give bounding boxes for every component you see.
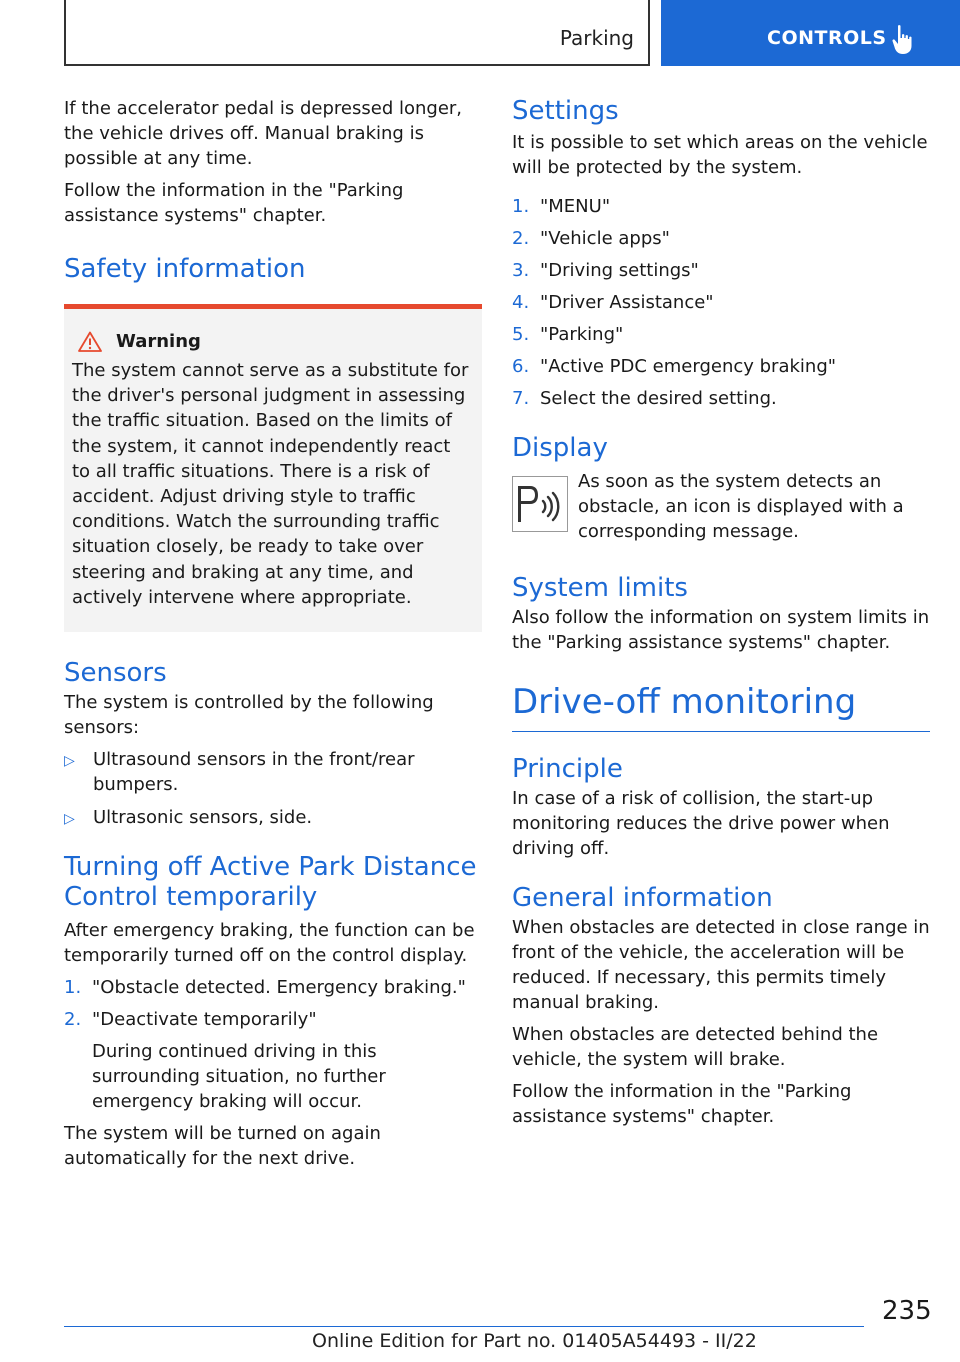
pointing-hand-icon	[891, 24, 921, 56]
list-item	[512, 290, 930, 315]
settings-steps	[512, 194, 930, 411]
warning-box	[64, 304, 482, 632]
step-number: 3.	[512, 260, 530, 281]
step-text: "Obstacle detected. Emergency braking."	[92, 977, 466, 999]
header-section-tab	[64, 0, 650, 66]
step-text: Select the desired setting.	[540, 388, 777, 409]
list-item	[64, 1007, 482, 1032]
list-item	[512, 226, 930, 251]
limits-heading: System limits	[512, 573, 688, 603]
header-chapter-tab	[661, 0, 960, 66]
settings-intro: It is possible to set which areas on the vehicle will be protected by the system.	[512, 132, 928, 178]
principle-heading: Principle	[512, 754, 623, 784]
warning-text: The system cannot serve as a substitute for the driver's personal judgment in assessing the traffic situation. Based on the limits of the system, it cannot independently react to all traffic situations. There is a risk of accident. Adjust driving style to traffic conditions. Watch the surrounding traffic situation closely, be ready to take over steering and braking at any time, and actively intervene where appropriate.	[72, 360, 469, 608]
sensors-list	[64, 747, 482, 832]
footer-divider	[64, 1326, 864, 1327]
limits-text: Also follow the information on system limits in the "Parking assistance systems" chapter.	[512, 607, 930, 653]
general-text-2: When obstacles are detected behind the vehicle, the system will brake.	[512, 1024, 879, 1070]
step-number: 7.	[512, 388, 530, 409]
general-text-3: Follow the information in the "Parking assistance systems" chapter.	[512, 1081, 852, 1127]
sensors-heading: Sensors	[64, 658, 167, 689]
safety-heading: Safety information	[64, 254, 306, 284]
list-item	[512, 258, 930, 283]
turnoff-steps	[64, 975, 482, 1032]
display-text: As soon as the system detects an obstacle, an icon is displayed with a corresponding message.	[578, 471, 904, 542]
intro-paragraph-1: If the accelerator pedal is depressed longer, the vehicle drives off. Manual braking is possible at any time.	[64, 98, 463, 169]
list-item	[64, 805, 482, 832]
display-row	[512, 469, 930, 551]
step-number: 5.	[512, 324, 530, 345]
step-text: "Driving settings"	[540, 260, 699, 281]
driveoff-heading: Drive-off monitoring	[512, 682, 857, 722]
display-heading: Display	[512, 433, 608, 463]
general-text-1: When obstacles are detected in close range in front of the vehicle, the acceleration will be reduced. If necessary, this permits timely manual braking.	[512, 917, 930, 1013]
triangle-bullet-icon: ▷	[64, 753, 75, 770]
list-item	[64, 747, 482, 797]
list-item	[512, 386, 930, 411]
sensors-intro: The system is controlled by the following sensors:	[64, 692, 434, 739]
step-text: "Vehicle apps"	[540, 228, 670, 249]
sensors-item-1: Ultrasound sensors in the front/rear bumpers.	[93, 749, 415, 796]
step-text: "Active PDC emergency braking"	[540, 356, 837, 377]
list-item	[512, 194, 930, 219]
step-text: "MENU"	[540, 196, 611, 217]
park-distance-control-icon	[512, 476, 568, 532]
list-item	[64, 975, 482, 1000]
intro-paragraph-2: Follow the information in the "Parking assistance systems" chapter.	[64, 180, 404, 226]
turnoff-intro: After emergency braking, the function can be temporarily turned off on the control display.	[64, 920, 475, 967]
general-heading: General information	[512, 883, 773, 913]
right-column	[512, 96, 930, 1136]
principle-text: In case of a risk of collision, the start-up monitoring reduces the drive power when driving off.	[512, 788, 890, 859]
sensors-item-2: Ultrasonic sensors, side.	[93, 807, 313, 829]
settings-heading: Settings	[512, 96, 619, 126]
turnoff-outro: The system will be turned on again automatically for the next drive.	[64, 1123, 381, 1170]
warning-title: Warning	[116, 331, 201, 352]
step-text: "Parking"	[540, 324, 624, 345]
left-column	[64, 96, 482, 1178]
step-text: "Deactivate temporarily"	[92, 1009, 317, 1031]
list-item	[512, 354, 930, 379]
warning-title-row	[72, 329, 472, 354]
driveoff-heading-block	[512, 683, 930, 732]
list-item	[512, 322, 930, 347]
step-2-detail: During continued driving in this surrounding situation, no further emergency braking will occur.	[92, 1041, 386, 1113]
step-number: 1.	[64, 977, 82, 999]
step-number: 4.	[512, 292, 530, 313]
footer-edition: Online Edition for Part no. 01405A54493 - II/22	[312, 1330, 757, 1352]
page-number: 235	[882, 1296, 932, 1326]
step-number: 2.	[64, 1009, 82, 1031]
step-number: 1.	[512, 196, 530, 217]
header-section-label: Parking	[559, 26, 634, 50]
step-number: 6.	[512, 356, 530, 377]
header-chapter-label: CONTROLS	[767, 27, 887, 49]
triangle-bullet-icon: ▷	[64, 811, 75, 828]
step-number: 2.	[512, 228, 530, 249]
warning-triangle-icon	[78, 331, 102, 352]
step-text: "Driver Assistance"	[540, 292, 714, 313]
turnoff-heading: Turning off Active Park Distance Control temporarily	[64, 852, 477, 913]
